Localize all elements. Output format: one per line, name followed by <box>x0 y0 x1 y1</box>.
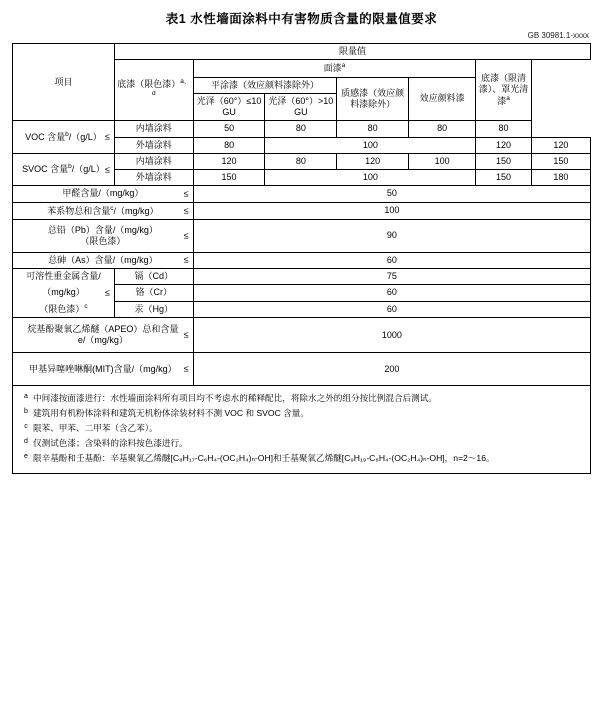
cell-voc-ex-primer: 80 <box>193 137 265 153</box>
cell-svoc-ex-primer: 150 <box>193 170 265 186</box>
header-topcoat-label: 面漆 <box>323 63 342 74</box>
cell-formaldehyde-value: 50 <box>193 186 590 202</box>
row-label-voc-name: VOC 含量 <box>25 131 66 142</box>
row-label-lead-line1: 总铅（Pb）含量/（mg/kg） <box>47 224 158 235</box>
row-label-mit <box>13 353 194 386</box>
row-sub-voc-interior: 内墙涂料 <box>114 121 193 137</box>
note-marker: e <box>24 452 28 460</box>
cell-svoc-in-primer: 120 <box>193 153 265 169</box>
row-le-lead: ≤ <box>183 230 189 241</box>
header-primer-sup: a、d <box>151 78 191 98</box>
page-title: 表1 水性墙面涂料中有害物质含量的限量值要求 <box>165 12 438 26</box>
standard-number: GB 30981.1-xxxx <box>527 31 589 40</box>
note-item <box>19 437 584 450</box>
note-text: 限辛基酚和壬基酚：辛基聚氧乙烯醚[C₈H₁₇-C₆H₄-(OC₂H₄)ₙ-OH]和壬基聚氧乙烯醚[C₉H₁₉-C₆H₄-(OC₂H₄)ₙ-OH]，n=2～16。 <box>33 452 495 463</box>
note-text: 仅测试色漆；含染料的涂料按色漆进行。 <box>33 437 188 448</box>
row-label-heavy-metal-unit: （mg/kg） <box>42 287 85 298</box>
row-le-arsenic: ≤ <box>183 254 189 265</box>
cell-heavy-metal-cd-name: 镉（Cd） <box>114 269 193 285</box>
table-row <box>13 219 591 252</box>
cell-voc-in-sealer: 80 <box>476 121 532 137</box>
row-label-heavy-metal-line2 <box>13 285 115 301</box>
cell-voc-ex-topcoat: 100 <box>265 137 476 153</box>
cell-arsenic-value: 60 <box>193 252 590 268</box>
row-label-voc-unit: /（g/L） <box>68 131 102 142</box>
row-label-arsenic <box>13 252 194 268</box>
row-label-formaldehyde <box>13 186 194 202</box>
note-text: 建筑用有机粉体涂料和建筑无机粉体涂装材料不测 VOC 和 SVOC 含量。 <box>33 408 309 419</box>
row-label-apeo-line2: e/（mg/kg） <box>77 335 128 346</box>
cell-apeo-value: 1000 <box>193 318 590 353</box>
row-sub-svoc-exterior: 外墙涂料 <box>114 170 193 186</box>
row-label-mit-line1: 甲基异噻唑啉酮(MIT)含量/（mg/kg） <box>29 363 177 374</box>
table-row <box>13 285 591 301</box>
table-row <box>13 301 591 318</box>
header-texture: 质感漆（效应颜料漆除外） <box>337 77 409 121</box>
note-marker: a <box>24 393 28 401</box>
cell-benzenes-value: 100 <box>193 202 590 219</box>
header-sealer <box>476 60 532 121</box>
cell-svoc-in-sealer: 150 <box>531 153 590 169</box>
row-sub-svoc-interior: 内墙涂料 <box>114 153 193 169</box>
row-le-mit: ≤ <box>183 363 189 374</box>
row-label-svoc-unit: /（g/L） <box>71 164 105 175</box>
cell-heavy-metal-hg-name: 汞（Hg） <box>114 301 193 318</box>
cell-svoc-in-flat-le10: 80 <box>265 153 337 169</box>
cell-heavy-metal-cr-name: 铬（Cr） <box>114 285 193 301</box>
row-sub-voc-exterior: 外墙涂料 <box>114 137 193 153</box>
row-label-apeo <box>13 318 194 353</box>
cell-heavy-metal-cd-value: 75 <box>193 269 590 285</box>
table-row <box>13 252 591 268</box>
row-le-voc: ≤ <box>104 131 110 142</box>
table-row <box>13 202 591 219</box>
header-topcoat-sup: a <box>341 62 346 70</box>
row-label-benzenes-sup: c <box>110 204 114 212</box>
header-flat: 平涂漆（效应颜料漆除外） <box>193 77 337 93</box>
row-label-heavy-metal-line3 <box>13 301 115 318</box>
note-text: 限苯、甲苯、二甲苯（含乙苯）。 <box>33 423 158 434</box>
row-label-lead-line2: （限色漆） <box>80 235 126 246</box>
row-label-svoc-sup: b <box>68 163 72 171</box>
header-item: 项目 <box>13 44 115 121</box>
header-topcoat <box>193 60 476 77</box>
cell-voc-ex-sealer: 120 <box>531 137 590 153</box>
table-row <box>13 353 591 386</box>
cell-svoc-ex-sealer: 180 <box>531 170 590 186</box>
table-row <box>13 121 591 137</box>
note-text: 中间漆按面漆进行：水性墙面涂料所有项目均不考虑水的稀释配比，将除水之外的组分按比例混合后测试。 <box>33 393 437 404</box>
row-label-svoc <box>13 153 115 186</box>
table-notes <box>12 386 591 473</box>
header-limit-group: 限量值 <box>114 44 590 60</box>
table-row <box>13 186 591 202</box>
header-primer <box>114 60 193 121</box>
cell-svoc-in-flat-gt10: 120 <box>337 153 409 169</box>
cell-heavy-metal-hg-value: 60 <box>193 301 590 318</box>
cell-mit-value: 200 <box>193 353 590 386</box>
row-label-heavy-metal-sup: c <box>84 303 88 310</box>
row-le-apeo: ≤ <box>183 329 189 340</box>
table-row <box>13 153 591 169</box>
row-label-benzenes <box>13 202 194 219</box>
row-label-arsenic-text: 总砷（As）含量/（mg/kg） <box>48 254 158 265</box>
header-gloss-gt10: 光泽（60°）>10 GU <box>265 93 337 121</box>
note-item <box>19 422 584 435</box>
row-le-svoc: ≤ <box>104 163 110 174</box>
cell-voc-in-effect: 80 <box>409 121 476 137</box>
row-label-benzenes-unit: /（mg/kg） <box>113 205 159 216</box>
row-label-heavy-metal-restrict: （限色漆） <box>39 304 85 314</box>
note-item <box>19 407 584 420</box>
row-label-formaldehyde-text: 甲醛含量/（mg/kg） <box>62 188 144 199</box>
cell-svoc-ex-topcoat: 100 <box>265 170 476 186</box>
cell-lead-value: 90 <box>193 219 590 252</box>
header-sealer-label: 底漆（限清漆）、罩光清漆 <box>478 72 529 107</box>
header-sealer-sup: a <box>506 95 510 103</box>
row-label-voc <box>13 121 115 154</box>
cell-heavy-metal-cr-value: 60 <box>193 285 590 301</box>
row-le-benzenes: ≤ <box>183 205 189 215</box>
row-label-heavy-metal-line1: 可溶性重金属含量/ <box>13 269 115 285</box>
note-marker: c <box>24 423 28 431</box>
note-item <box>19 392 584 405</box>
table-row <box>13 318 591 353</box>
row-le-formaldehyde: ≤ <box>183 188 189 199</box>
cell-voc-ex-effect: 120 <box>476 137 532 153</box>
cell-voc-in-flat-le10: 50 <box>193 121 265 137</box>
note-marker: b <box>24 408 28 416</box>
limits-table <box>12 43 591 386</box>
cell-svoc-ex-effect: 150 <box>476 170 532 186</box>
row-label-lead <box>13 219 194 252</box>
row-le-heavy-metal: ≤ <box>104 287 110 298</box>
row-label-svoc-name: SVOC 含量 <box>22 164 69 175</box>
cell-voc-in-texture: 80 <box>337 121 409 137</box>
note-item <box>19 452 584 465</box>
header-primer-label: 底漆（限色漆） <box>117 79 181 89</box>
cell-svoc-in-effect: 150 <box>476 153 532 169</box>
cell-svoc-in-texture: 100 <box>409 153 476 169</box>
cell-voc-in-flat-gt10: 80 <box>265 121 337 137</box>
row-label-benzenes-text: 苯系物总和含量 <box>47 205 111 216</box>
header-effect: 效应颜料漆 <box>409 77 476 121</box>
header-gloss-le10: 光泽（60°）≤10 GU <box>193 93 265 121</box>
row-label-apeo-line1: 烷基酚聚氧乙烯醚（APEO）总和含量 <box>27 324 179 334</box>
row-label-voc-sup: b <box>65 130 69 138</box>
table-header-row <box>13 44 591 60</box>
table-row <box>13 269 591 285</box>
note-marker: d <box>24 437 28 445</box>
